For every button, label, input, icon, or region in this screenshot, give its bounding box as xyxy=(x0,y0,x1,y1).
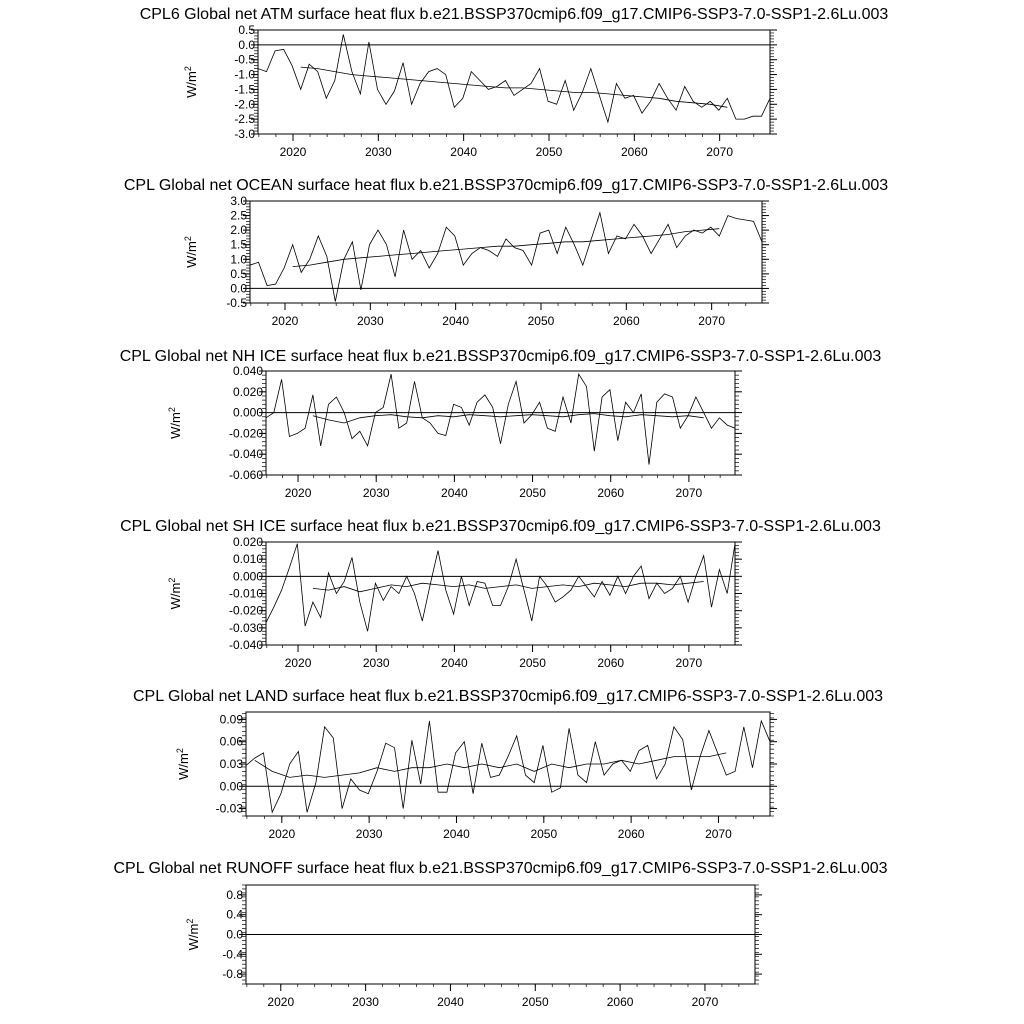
chart-panel-3 xyxy=(120,348,882,500)
y-tick-label: 3.0 xyxy=(230,194,247,208)
chart-panel-2 xyxy=(124,177,888,328)
y-tick-label: 0.0 xyxy=(230,281,247,296)
x-tick-label: 2060 xyxy=(606,995,634,1009)
y-axis-label: $W/m^2$ xyxy=(167,577,183,610)
y-tick-label: -0.020 xyxy=(228,603,263,618)
y-tick-label: 0.09 xyxy=(219,712,243,727)
series-line-smoothed xyxy=(293,229,720,267)
y-tick-label: 2.0 xyxy=(230,223,247,238)
y-tick-label: -0.5 xyxy=(234,52,255,67)
chart-title: CPL Global net LAND surface heat flux b.e21.BSSP370cmip6.f09_g17.CMIP6-SSP3-7.0-SSP1-2.6Lu.003 xyxy=(132,688,884,705)
y-tick-label: -0.8 xyxy=(222,967,243,982)
x-tick-label: 2050 xyxy=(527,314,555,328)
x-tick-label: 2070 xyxy=(675,486,703,500)
x-tick-label: 2040 xyxy=(442,314,470,328)
y-tick-label: 0.5 xyxy=(230,266,247,281)
x-tick-label: 2050 xyxy=(521,995,549,1009)
series-line-annual xyxy=(246,721,770,812)
x-tick-label: 2070 xyxy=(675,656,703,670)
y-tick-label: -0.03 xyxy=(215,801,243,816)
y-tick-label: 0.8 xyxy=(226,887,243,902)
y-axis-label: $W/m^2$ xyxy=(183,66,199,98)
y-axis-label: $W/m^2$ xyxy=(185,918,201,951)
y-tick-label: 0.0 xyxy=(226,927,243,942)
x-tick-label: 2060 xyxy=(620,145,648,159)
series-line-annual xyxy=(266,374,735,465)
y-tick-label: -2.0 xyxy=(234,97,255,112)
x-tick-label: 2070 xyxy=(705,827,732,841)
y-tick-label: 1.0 xyxy=(230,252,247,267)
x-tick-label: 2020 xyxy=(284,486,312,500)
x-tick-label: 2060 xyxy=(597,486,625,500)
y-tick-label: 0.06 xyxy=(219,734,243,749)
x-tick-label: 2020 xyxy=(284,656,312,670)
y-tick-label: 0.010 xyxy=(232,552,263,567)
y-axis-label: $W/m^2$ xyxy=(167,407,183,439)
y-tick-label: 0.5 xyxy=(238,23,255,37)
series-line-smoothed xyxy=(301,67,728,107)
y-tick-label: -2.5 xyxy=(234,112,255,127)
x-tick-label: 2050 xyxy=(530,827,558,841)
series-line-annual xyxy=(266,544,735,632)
x-tick-label: 2040 xyxy=(450,145,478,159)
plot-frame xyxy=(250,201,762,303)
x-tick-label: 2060 xyxy=(597,656,625,670)
y-tick-label: 2.5 xyxy=(230,208,247,223)
series-line-annual xyxy=(258,35,770,123)
y-tick-label: 0.040 xyxy=(232,364,263,378)
chart-title: CPL Global net NH ICE surface heat flux b.e21.BSSP370cmip6.f09_g17.CMIP6-SSP3-7.0-SSP1-2.6Lu.003 xyxy=(119,348,882,365)
y-tick-label: 0.4 xyxy=(226,907,243,922)
x-tick-label: 2070 xyxy=(706,145,734,159)
plot-frame xyxy=(258,30,770,134)
y-axis-label: $W/m^2$ xyxy=(175,748,191,780)
y-tick-label: -0.040 xyxy=(228,638,263,652)
chart-panel-5 xyxy=(133,688,883,841)
y-tick-label: -1.0 xyxy=(234,67,255,82)
chart-panel-6 xyxy=(113,860,887,1009)
y-tick-label: -3.0 xyxy=(234,127,255,141)
y-axis-label: $W/m^2$ xyxy=(183,236,199,268)
x-tick-label: 2060 xyxy=(617,827,645,841)
x-tick-label: 2070 xyxy=(691,995,719,1009)
chart-panel-4 xyxy=(120,518,881,670)
x-tick-label: 2040 xyxy=(441,656,468,670)
x-tick-label: 2030 xyxy=(356,314,384,328)
y-tick-label: -0.010 xyxy=(228,586,263,601)
x-tick-label: 2040 xyxy=(437,995,464,1009)
chart-title: CPL Global net RUNOFF surface heat flux b.e21.BSSP370cmip6.f09_g17.CMIP6-SSP3-7.0-SSP1-2.6Lu.003 xyxy=(113,860,888,877)
series-line-smoothed xyxy=(255,753,727,778)
x-tick-label: 2030 xyxy=(352,995,379,1009)
y-tick-label: 0.020 xyxy=(232,384,263,399)
x-tick-label: 2030 xyxy=(362,486,390,500)
x-tick-label: 2070 xyxy=(698,314,726,328)
y-tick-label: 0.03 xyxy=(219,757,243,771)
x-tick-label: 2020 xyxy=(268,827,296,841)
chart-panel-1 xyxy=(140,6,889,159)
x-tick-label: 2020 xyxy=(279,145,307,159)
x-tick-label: 2040 xyxy=(441,486,468,500)
y-tick-label: -0.030 xyxy=(228,620,263,635)
x-tick-label: 2040 xyxy=(443,827,470,841)
x-tick-label: 2050 xyxy=(519,486,546,500)
x-tick-label: 2020 xyxy=(267,995,295,1009)
x-tick-label: 2030 xyxy=(355,827,383,841)
y-tick-label: -0.040 xyxy=(228,447,263,462)
y-tick-label: 0.00 xyxy=(219,779,243,794)
y-tick-label: -0.020 xyxy=(228,426,263,441)
x-tick-label: 2050 xyxy=(519,656,546,670)
x-tick-label: 2050 xyxy=(535,145,563,159)
chart-title: CPL6 Global net ATM surface heat flux b.e21.BSSP370cmip6.f09_g17.CMIP6-SSP3-7.0-SSP1-2.6Lu.003 xyxy=(139,6,889,23)
y-tick-label: -0.060 xyxy=(228,468,263,482)
y-tick-label: -0.4 xyxy=(222,947,243,962)
chart-title: CPL Global net SH ICE surface heat flux b.e21.BSSP370cmip6.f09_g17.CMIP6-SSP3-7.0-SSP1-2.6Lu.003 xyxy=(120,518,881,535)
chart-title: CPL Global net OCEAN surface heat flux b.e21.BSSP370cmip6.f09_g17.CMIP6-SSP3-7.0-SSP1-2.6Lu.003 xyxy=(123,177,889,194)
y-tick-label: -0.5 xyxy=(226,296,247,310)
y-tick-label: 0.000 xyxy=(232,405,263,420)
y-tick-label: 1.5 xyxy=(230,237,247,252)
plot-frame xyxy=(266,371,735,475)
series-line-smoothed xyxy=(313,414,704,423)
x-tick-label: 2030 xyxy=(362,656,390,670)
x-tick-label: 2060 xyxy=(612,314,640,328)
y-tick-label: 0.0 xyxy=(238,37,255,52)
y-tick-label: 0.020 xyxy=(232,535,263,549)
x-tick-label: 2030 xyxy=(364,145,392,159)
y-tick-label: 0.000 xyxy=(232,569,263,584)
x-tick-label: 2020 xyxy=(271,314,299,328)
y-tick-label: -1.5 xyxy=(234,82,255,97)
